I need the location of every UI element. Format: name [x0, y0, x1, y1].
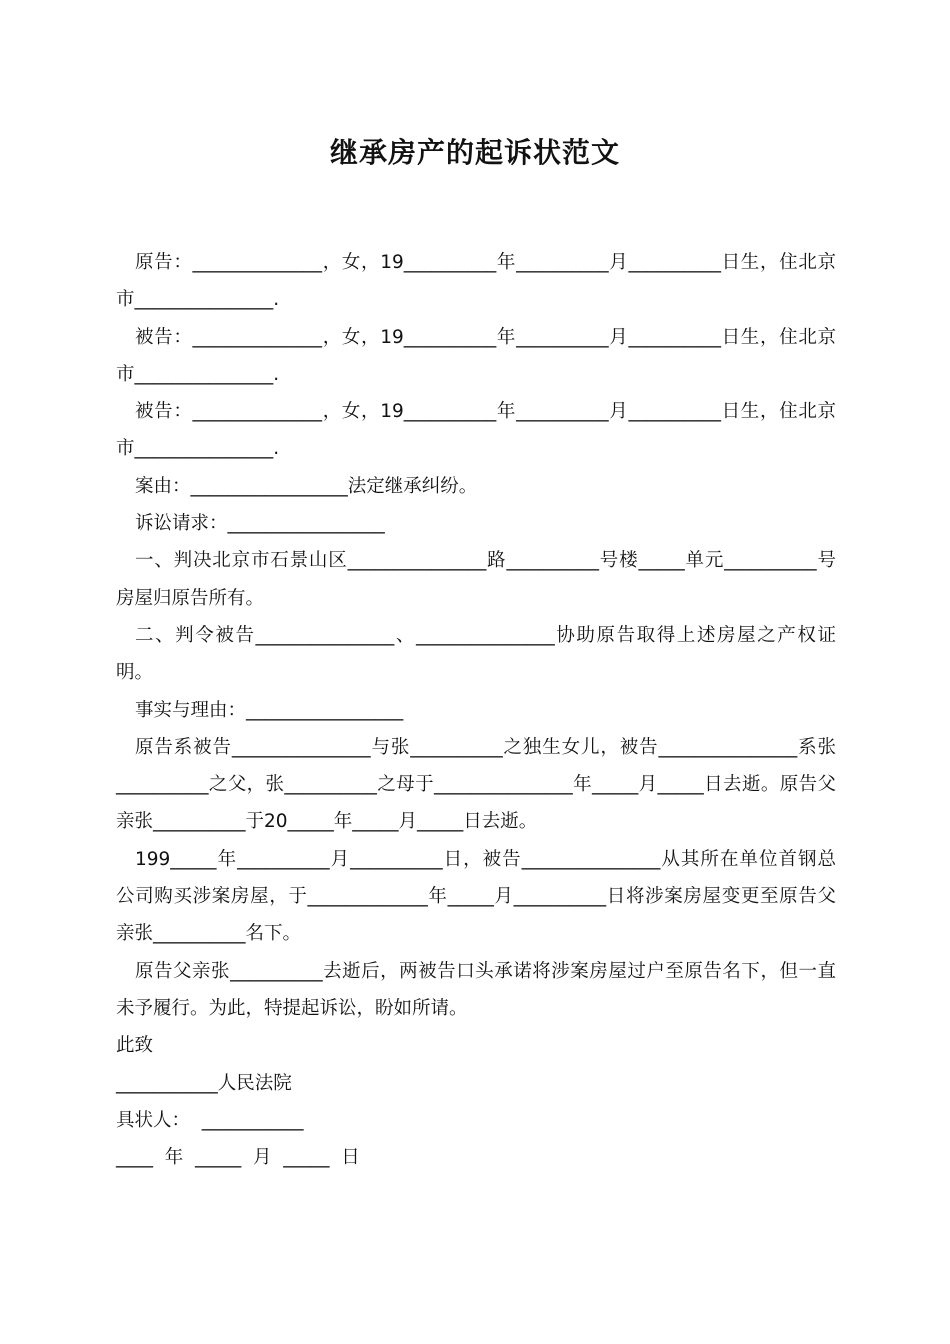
court-line: ___________人民法院	[116, 1072, 292, 1094]
claim-1: 一、判决北京市石景山区_______________路__________号楼_____单元__________号房屋归原告所有。	[116, 550, 836, 609]
defendant-paragraph-1: 被告：______________，女，19__________年__________月__________日生，住北京市_______________.	[116, 326, 836, 385]
plaintiff-paragraph: 原告：______________，女，19__________年__________月__________日生，住北京市_______________.	[116, 252, 836, 311]
document-title: 继承房产的起诉状范文	[329, 136, 620, 169]
facts-paragraph-2: 199_____年__________月__________日，被告_______________从其所在单位首钢总公司购买涉案房屋，于_____________年_____月__________日将涉案房屋变更至原告父亲张__________名下。	[116, 848, 836, 945]
facts-heading: 事实与理由：_________________	[135, 699, 404, 721]
claim-2: 二、判令被告_______________、_______________协助原告取得上述房屋之产权证明。	[116, 624, 836, 684]
claims-heading: 诉讼请求：_________________	[135, 513, 385, 535]
salutation: 此致	[116, 1035, 154, 1057]
cause-of-action: 案由：_________________法定继承纠纷。	[135, 475, 478, 497]
signer-line: 具状人： ___________	[116, 1109, 304, 1131]
facts-paragraph-1: 原告系被告_______________与张__________之独生女儿，被告_______________系张__________之父，张__________之母于_______________年_____月_____日去逝。原告父亲张__________于20_____年_____月_____日去逝。	[116, 736, 836, 833]
date-line: ____ 年 _____ 月 _____ 日	[116, 1147, 360, 1169]
facts-paragraph-3: 原告父亲张__________去逝后，两被告口头承诺将涉案房屋过户至原告名下，但一直未予履行。为此，特提起诉讼，盼如所请。	[116, 960, 836, 1019]
defendant-paragraph-2: 被告：______________，女，19__________年__________月__________日生，住北京市_______________.	[116, 401, 836, 460]
document-body	[116, 244, 836, 1176]
